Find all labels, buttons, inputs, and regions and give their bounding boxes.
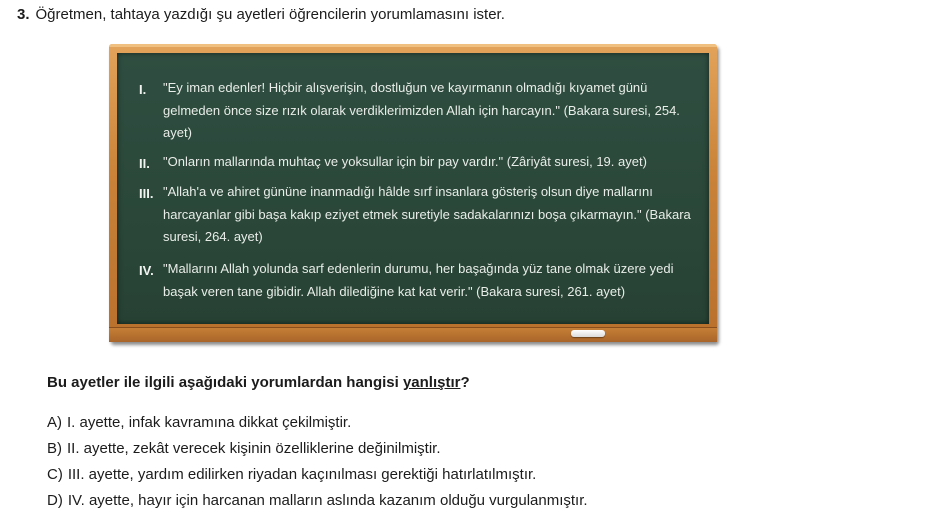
option-letter: D): [47, 492, 63, 509]
verse-text: "Onların mallarında muhtaç ve yoksullar için bir pay vardır." (Zâriyât suresi, 19. ayet): [163, 154, 647, 169]
verse-text: "Allah'a ve ahiret gününe inanmadığı hâlde sırf insanlara gösteriş olsun diye mallarını harcayanlar gibi başa kakıp eziyet etmek suretiyle sadakalarınızı boşa çıkarmayın." (Bakara suresi, 264. ayet): [163, 184, 691, 244]
option-text: IV. ayette, hayır için harcanan malların aslında kazanım olduğu vurgulanmıştır.: [67, 492, 588, 509]
option-text: III. ayette, yardım edilirken riyadan kaçınılması gerektiği hatırlatılmıştır.: [67, 466, 537, 483]
verse-number: III.: [139, 186, 154, 201]
prompt-end: ?: [460, 374, 470, 391]
option-d[interactable]: [47, 492, 588, 509]
option-letter: C): [47, 466, 63, 483]
verse-number: IV.: [139, 263, 154, 278]
option-text: I. ayette, infak kavramına dikkat çekilmiştir.: [67, 414, 352, 431]
option-text: II. ayette, zekât verecek kişinin özelliklerine değinilmiştir.: [67, 440, 441, 457]
option-letter: A): [47, 414, 62, 431]
option-c[interactable]: [47, 466, 536, 483]
question-number: 3.: [17, 6, 30, 23]
verse-text: "Ey iman edenler! Hiçbir alışverişin, dostluğun ve kayırmanın olmadığı kıyamet günü gelmeden önce size rızık olarak verdiklerimizden Allah için harcayın." (Bakara suresi, 254. ayet): [163, 80, 680, 140]
option-b[interactable]: [47, 440, 441, 457]
question-prompt: [47, 374, 470, 391]
verse-number: II.: [139, 156, 150, 171]
chalk-tray: [109, 327, 717, 342]
chalkboard: [109, 44, 717, 342]
option-a[interactable]: [47, 414, 351, 431]
question-text: Öğretmen, tahtaya yazdığı şu ayetleri öğrencilerin yorumlamasını ister.: [35, 6, 505, 23]
verse-number: I.: [139, 82, 147, 97]
question-header: [17, 6, 505, 24]
chalkboard-surface: [117, 53, 709, 324]
prompt-text: Bu ayetler ile ilgili aşağıdaki yorumlardan hangisi: [47, 374, 403, 391]
prompt-emphasis: yanlıştır: [402, 374, 461, 391]
chalk-icon: [571, 330, 605, 337]
verse-text: "Mallarını Allah yolunda sarf edenlerin durumu, her başağında yüz tane olmak üzere yedi başak veren tane gibidir. Allah dilediğine kat kat verir." (Bakara suresi, 261. ayet): [163, 261, 674, 299]
option-letter: B): [47, 440, 62, 457]
